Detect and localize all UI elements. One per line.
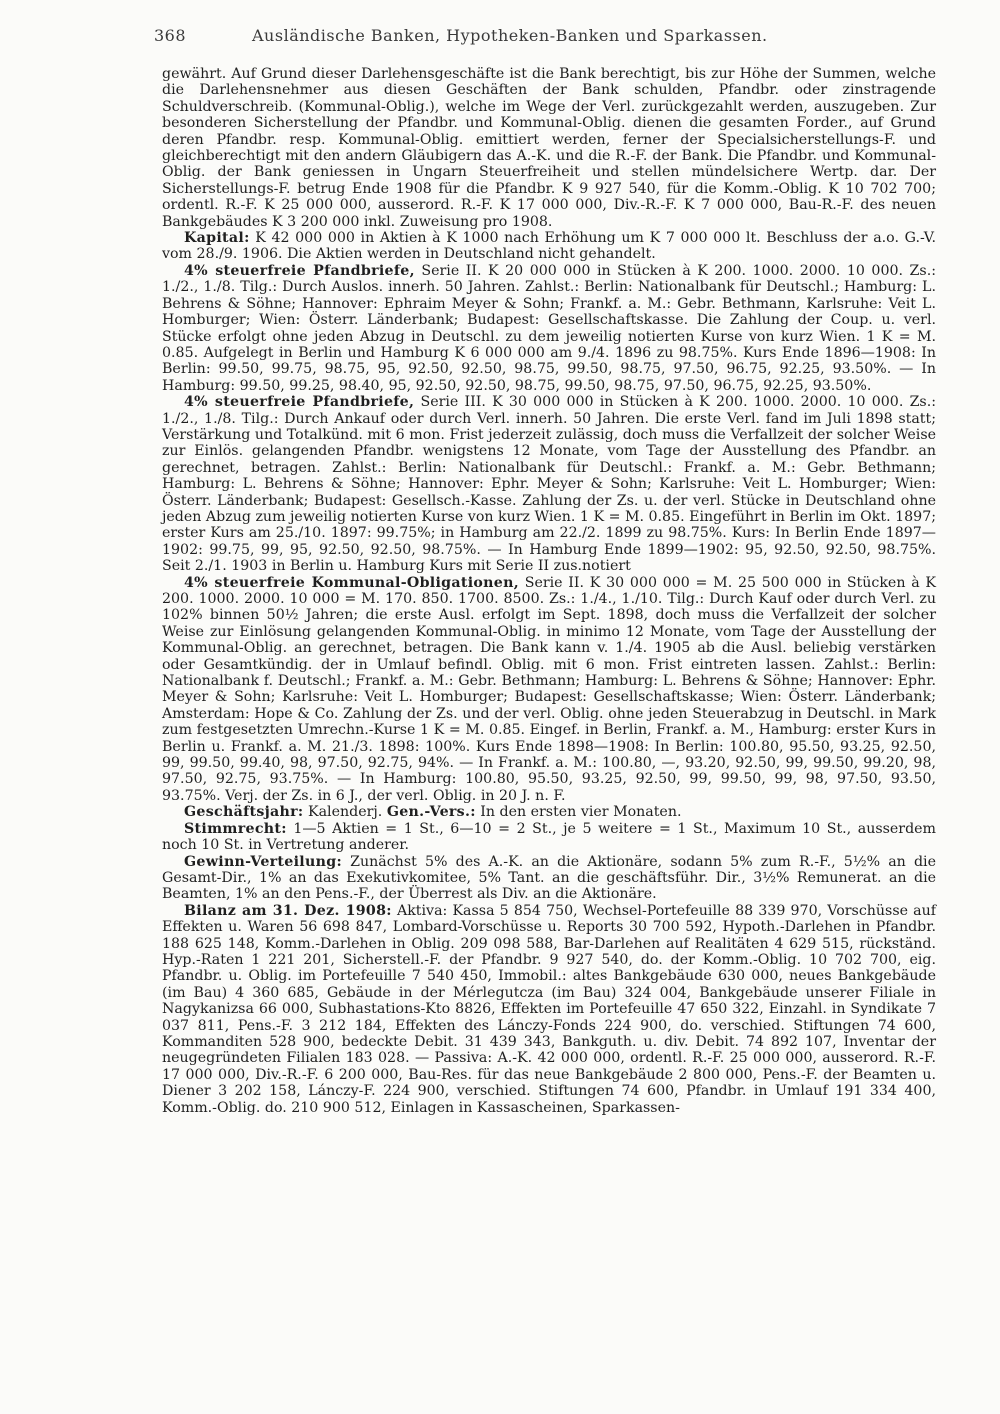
body-text xyxy=(162,66,936,1116)
paragraph-heading: 4% steuerfreie Pfandbriefe, xyxy=(184,394,415,411)
paragraph-pfandbriefe-serie-2 xyxy=(162,263,936,394)
paragraph-text: gewährt. Auf Grund dieser Darlehensgeschäfte ist die Bank berechtigt, bis zur Höhe der Summen, welche die Darlehensnehmer aus diesen Geschäften der Bank schulden, Pfandbr. oder zinstragende Schuldverschreib. (Kommunal-Oblig.), welche im Wege der Verl. zurückgezahlt werden, auszugeben. Zur besonderen Sicherstellung der Pfandbr. und Kommunal-Oblig. dienen die gesamten Forder., auf Grund deren Pfandbr. resp. Kommunal-Oblig. emittiert werden, ferner der Specialsicherstellungs-F. und gleichberechtigt mit den andern Gläubigern das A.-K. und die R.-F. der Bank. Die Pfandbr. und Kommunal-Oblig. der Bank geniessen in Ungarn Steuerfreiheit und stellen mündelsichere Wertp. dar. Der Sicherstellungs-F. betrug Ende 1908 für die Pfandbr. K 9 927 540, für die Komm.-Oblig. K 10 702 700; ordentl. R.-F. K 25 000 000, ausserord. R.-F. K 17 000 000, Div.-R.-F. K 7 000 000, Bau-R.-F. des neuen Bankgebäudes K 3 200 000 inkl. Zuweisung pro 1908. xyxy=(162,66,936,230)
paragraph-text: Serie III. K 30 000 000 in Stücken à K 200. 1000. 2000. 10 000. Zs.: 1./2., 1./8. Tilg.: Durch Ankauf oder durch Verl. innerh. 50 Jahren. Die erste Verl. fand im Juli 1898 statt; Verstärkung und Totalkünd. mit 6 mon. Frist jederzeit zulässig, doch muss die Verfallzeit der solcher Weise zur Einlös. gelangenden Pfandbr. wenigstens 12 Monate, vom Tage der Ausstellung des Pfandbr. an gerechnet, betragen. Zahlst.: Berlin: Nationalbank für Deutschl.: Frankf. a. M.: Gebr. Bethmann; Hamburg: L. Behrens & Söhne; Hannover: Ephr. Meyer & Sohn; Karlsruhe: Veit L. Homburger; Wien: Österr. Länderbank; Budapest: Gesellsch.-Kasse. Zahlung der Zs. u. der verl. Stücke in Deutschland ohne jeden Abzug zum jeweilig notierten Kurse von kurz Wien. 1 K = M. 0.85. Eingeführt in Berlin im Okt. 1897; erster Kurs am 25./10. 1897: 99.75%; in Hamburg am 22./2. 1899 zu 98.75%. Kurs: In Berlin Ende 1897—1902: 99.75, 99, 95, 92.50, 92.50, 98.75%. — In Hamburg Ende 1899—1902: 95, 92.50, 92.50, 98.75%. Seit 2./1. 1903 in Berlin u. Hamburg Kurs mit Serie II zus.notiert xyxy=(162,394,937,575)
paragraph-text: Aktiva: Kassa 5 854 750, Wechsel-Portefeuille 88 339 970, Vorschüsse auf Effekten u. Waren 56 698 847, Lombard-Vorschüsse u. Reports 30 700 592, Hypoth.-Darlehen in Pfandbr. 188 625 148, Komm.-Darlehen in Oblig. 209 098 588, Bar-Darlehen auf Realitäten 4 629 515, rückständ. Hyp.-Raten 1 221 201, Sicherstell.-F. der Pfandbr. 9 927 540, do. der Komm.-Oblig. 10 702 700, eig. Pfandbr. u. Oblig. im Portefeuille 7 540 450, Immobil.: altes Bankgebäude 630 000, neues Bankgebäude (im Bau) 4 360 685, Gebäude in der Mérlegutcza (im Bau) 324 004, Bankgebäude unserer Filiale in Nagykanizsa 66 000, Subhastations-Kto 8826, Effekten im Portefeuille 47 650 322, Einzahl. in Syndikate 7 037 811, Pens.-F. 3 212 184, Effekten des Lánczy-Fonds 224 900, do. verschied. Stiftungen 74 600, Kommanditen 528 900, bedeckte Debit. 31 439 343, Bankguth. u. div. Debit. 74 892 107, Inventar der neugegründeten Filialen 183 028. — Passiva: A.-K. 42 000 000, ordentl. R.-F. 25 000 000, ausserord. R.-F. 17 000 000, Div.-R.-F. 6 200 000, Bau-Res. für das neue Bankgebäude 2 800 000, Pens.-F. der Beamten u. Diener 3 202 158, Lánczy-F. 224 900, verschied. Stiftungen 74 600, Pfandbr. in Umlauf 191 334 400, Komm.-Oblig. do. 210 900 512, Einlagen in Kassascheinen, Sparkassen- xyxy=(162,902,937,1116)
paragraph-text: Kalenderj. xyxy=(303,804,387,821)
paragraph-text: K 42 000 000 in Aktien à K 1000 nach Erhöhung um K 7 000 000 lt. Beschluss der a.o. G.-V. vom 28./9. 1906. Die Aktien werden in Deutschland nicht gehandelt. xyxy=(162,230,936,263)
paragraph-heading: Stimmrecht: xyxy=(184,820,287,837)
paragraph-heading: 4% steuerfreie Pfandbriefe, xyxy=(184,262,415,279)
paragraph-gewinn-verteilung xyxy=(162,854,936,903)
page-header xyxy=(154,26,936,56)
paragraph-pfandbriefe-serie-3 xyxy=(162,394,936,574)
paragraph-text: Serie II. K 20 000 000 in Stücken à K 200. 1000. 2000. 10 000. Zs.: 1./2., 1./8. Tilg.: Durch Auslos. innerh. 50 Jahren. Zahlst.: Berlin: Nationalbank für Deutschl.; Hamburg: L. Behrens & Söhne; Hannover: Ephraim Meyer & Sohn; Frankf. a. M.: Gebr. Bethmann, Karlsruhe: Veit L. Homburger; Wien: Österr. Länderbank; Budapest: Gesellschaftskasse. Die Zahlung der Coup. u. verl. Stücke erfolgt ohne jeden Abzug in Deutschl. zu dem jeweilig notierten Kurse von kurz Wien. 1 K = M. 0.85. Aufgelegt in Berlin und Hamburg K 6 000 000 am 9./4. 1896 zu 98.75%. Kurs Ende 1896—1908: In Berlin: 99.50, 99.75, 98.75, 95, 92.50, 92.50, 98.75, 99.50, 98.75, 97.50, 96.75, 92.25, 93.50%. — In Hamburg: 99.50, 99.25, 98.40, 95, 92.50, 92.50, 98.75, 99.50, 98.75, 97.50, 96.75, 92.25, 93.50%. xyxy=(162,262,936,394)
paragraph-kommunal-obligationen xyxy=(162,575,936,805)
running-title: Ausländische Banken, Hypotheken-Banken und Sparkassen. xyxy=(252,26,768,45)
paragraph-heading: Gewinn-Verteilung: xyxy=(184,853,342,870)
paragraph-intro xyxy=(162,66,936,230)
paragraph-heading: 4% steuerfreie Kommunal-Obligationen, xyxy=(184,574,519,591)
paragraph-text: 1—5 Aktien = 1 St., 6—10 = 2 St., je 5 weitere = 1 St., Maximum 10 St., ausserdem noch 10 St. in Vertretung anderer. xyxy=(162,820,936,854)
paragraph-heading-secondary: Gen.-Vers.: xyxy=(386,804,476,821)
paragraph-heading: Geschäftsjahr: xyxy=(184,804,304,821)
paragraph-bilanz xyxy=(162,903,936,1116)
paragraph-heading: Bilanz am 31. Dez. 1908: xyxy=(184,902,392,919)
paragraph-stimmrecht xyxy=(162,821,936,854)
page-number: 368 xyxy=(154,26,187,45)
paragraph-heading: Kapital: xyxy=(184,230,250,247)
paragraph-kapital xyxy=(162,230,936,263)
paragraph-text: Serie II. K 30 000 000 = M. 25 500 000 in Stücken à K 200. 1000. 2000. 10 000 = M. 170. 850. 1700. 8500. Zs.: 1./4., 1./10. Tilg.: Durch Kauf oder durch Verl. zu 102% binnen 50½ Jahren; die erste Ausl. erfolgt im Sept. 1898, doch muss die Verfallzeit der solcher Weise zur Einlösung gelangenden Kommunal-Oblig. in minimo 12 Monate, vom Tage der Ausstellung der Kommunal-Oblig. an gerechnet, betragen. Die Bank kann v. 1./4. 1905 ab die Ausl. beliebig verstärken oder Gesamtkündig. der in Umlauf befindl. Oblig. mit 6 mon. Frist eintreten lassen. Zahlst.: Berlin: Nationalbank f. Deutschl.; Frankf. a. M.: Gebr. Bethmann; Hamburg: L. Behrens & Söhne; Hannover: Ephr. Meyer & Sohn; Karlsruhe: Veit L. Homburger; Budapest: Gesellschaftskasse; Wien: Österr. Länderbank; Amsterdam: Hope & Co. Zahlung der Zs. und der verl. Oblig. ohne jeden Steuerabzug in Deutschl. in Mark zum festgesetzten Umrechn.-Kurse 1 K = M. 0.85. Eingef. in Berlin, Frankf. a. M., Hamburg: erster Kurs in Berlin u. Frankf. a. M. 21./3. 1898: 100%. Kurs Ende 1898—1908: In Berlin: 100.80, 95.50, 93.25, 92.50, 99, 99.50, 99.40, 98, 97.50, 92.75, 94%. — In Frankf. a. M.: 100.80, —, 93.20, 92.50, 99, 99.50, 99.20, 98, 97.50, 92.75, 93.75%. — In Hamburg: 100.80, 95.50, 93.25, 92.50, 99, 99.50, 99, 98, 97.50, 93.50, 93.75%. Verj. der Zs. in 6 J., der verl. Oblig. in 20 J. n. F. xyxy=(162,574,936,804)
paragraph-text-secondary: In den ersten vier Monaten. xyxy=(475,804,682,821)
paragraph-text: Zunächst 5% des A.-K. an die Aktionäre, sodann 5% zum R.-F., 5½% an die Gesamt-Dir., 1% an das Exekutivkomitee, 5% Tant. an die geschäftsführ. Dir., 3½% Remunerat. an die Beamten, 1% an den Pens.-F., der Überrest als Div. an die Aktionäre. xyxy=(162,853,936,903)
paragraph-geschaeftsjahr xyxy=(162,804,936,820)
